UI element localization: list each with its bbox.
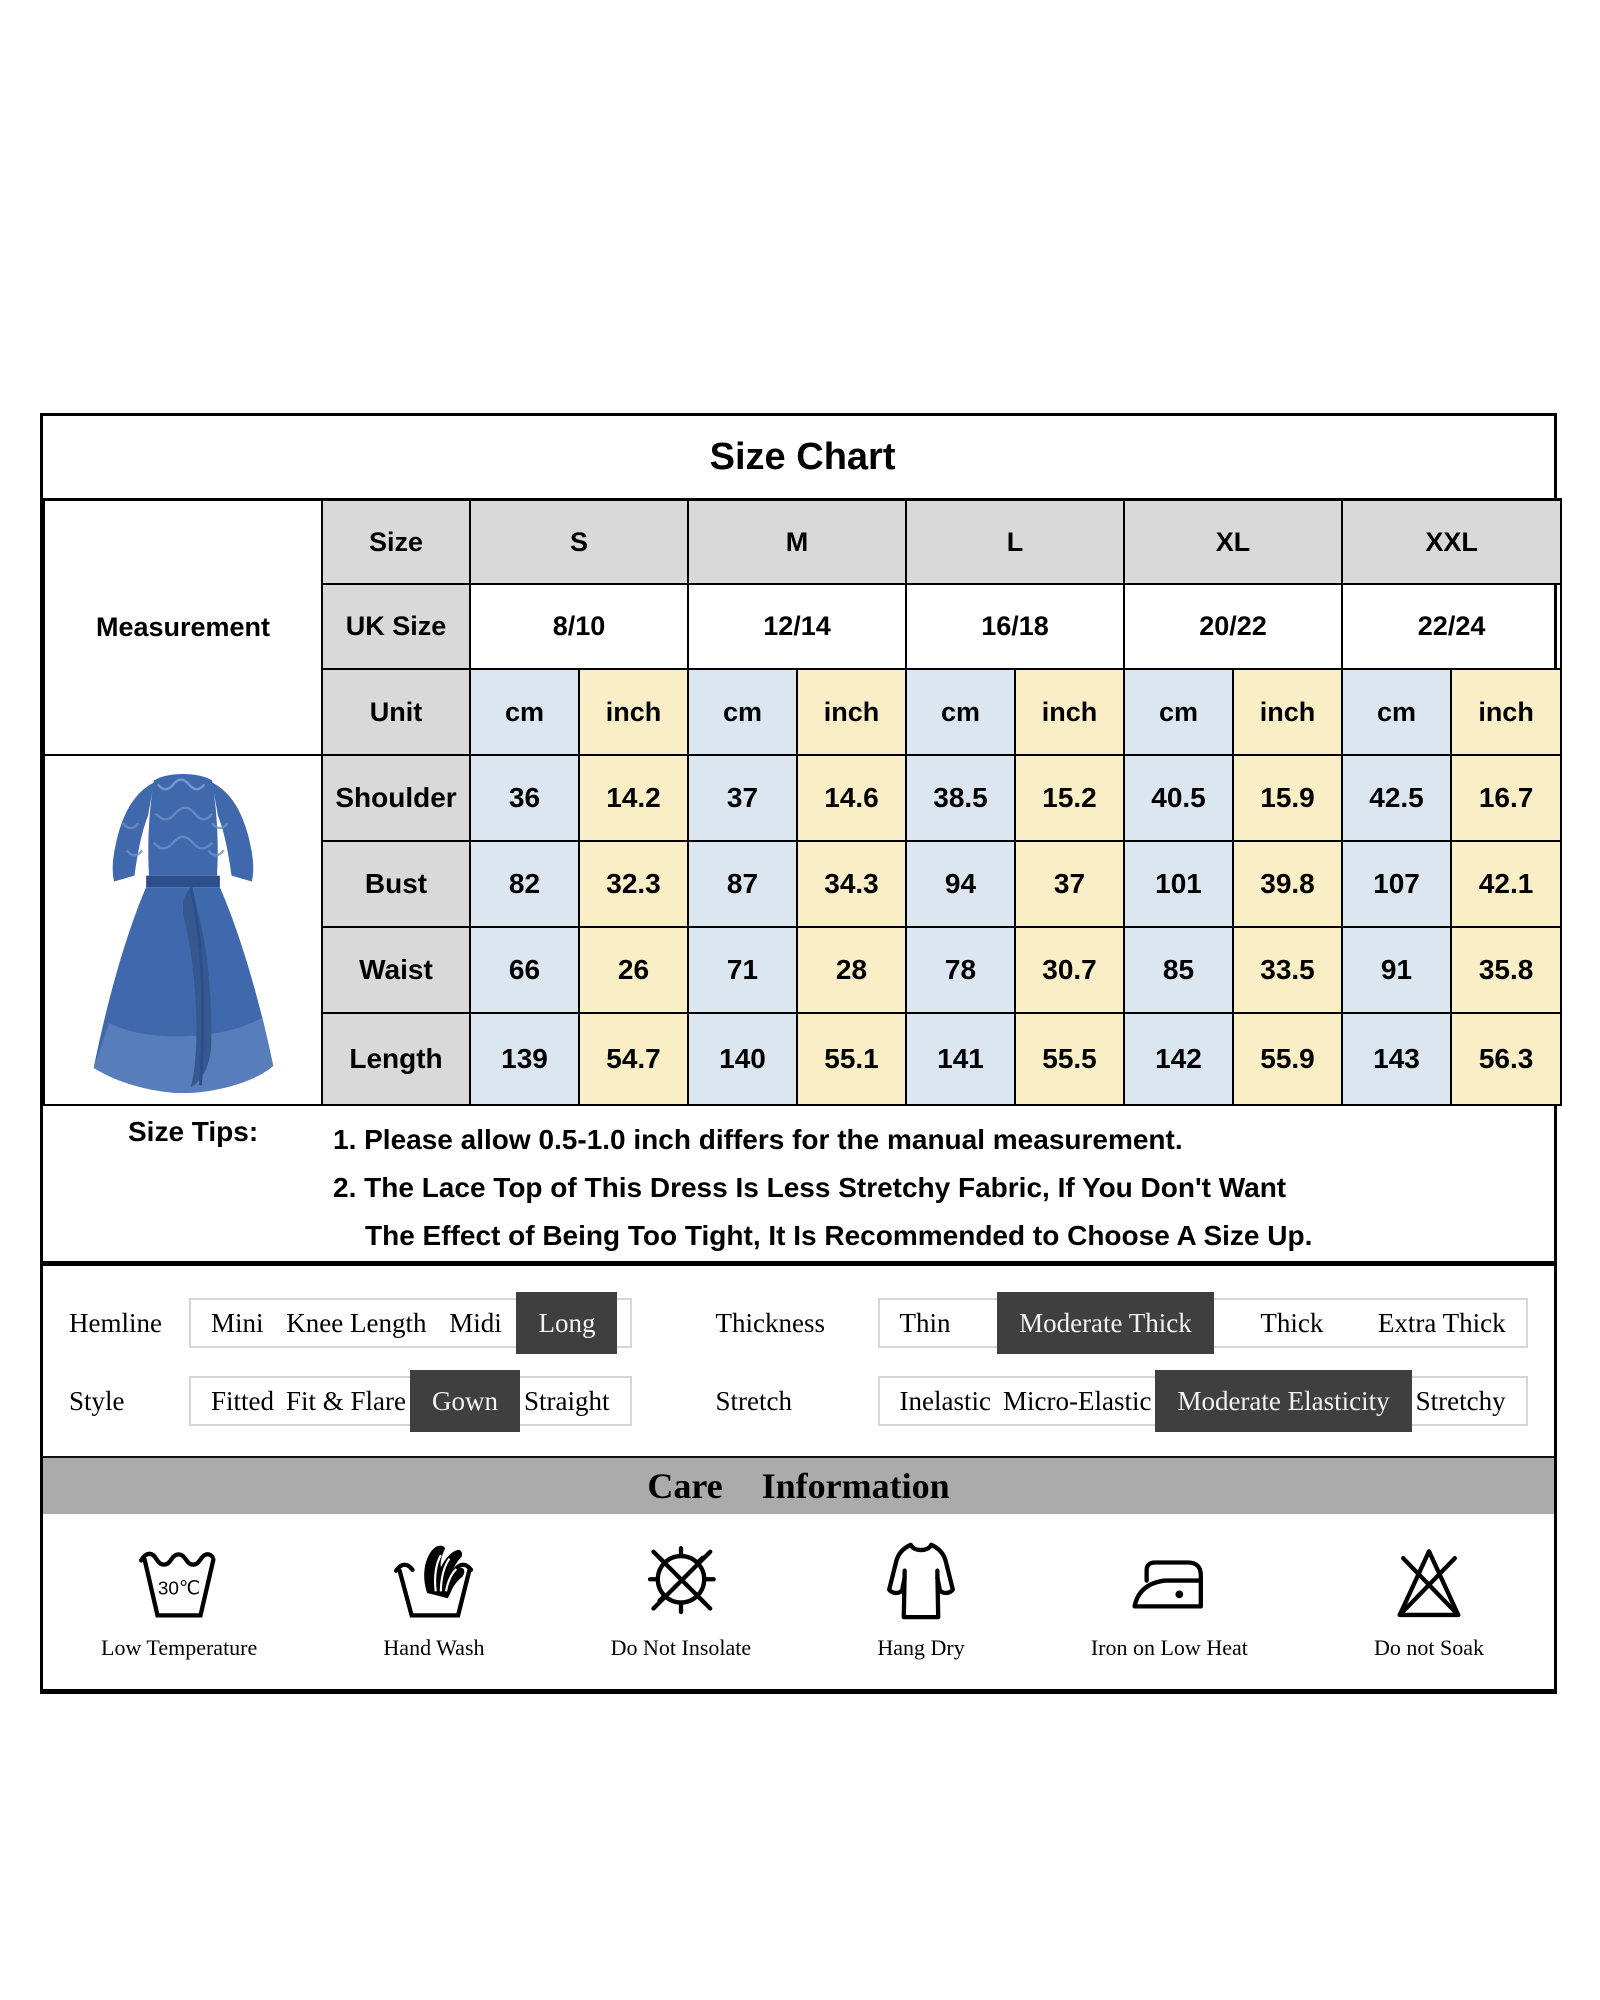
hemline-option-knee-length: Knee Length: [286, 1307, 427, 1338]
bust-m-cm: 87: [688, 841, 797, 927]
care-item-low-temperature: [101, 1535, 257, 1661]
unit-cm: cm: [906, 669, 1015, 755]
stretch-option-micro-elastic: Micro-Elastic: [1002, 1385, 1152, 1416]
stretch-row: [650, 1362, 1546, 1440]
stretch-option-moderate-elasticity-selected: Moderate Elasticity: [1155, 1370, 1411, 1432]
waist-xl-cm: 85: [1124, 927, 1233, 1013]
length-m-inch: 55.1: [797, 1013, 906, 1105]
hemline-option-long-selected: Long: [516, 1292, 617, 1354]
care-label-hang-dry: Hang Dry: [877, 1635, 965, 1660]
care-label-low-temperature: Low Temperature: [101, 1635, 258, 1660]
care-information-header: [43, 1456, 1554, 1514]
waist-s-cm: 66: [470, 927, 579, 1013]
length-s-inch: 54.7: [579, 1013, 688, 1105]
unit-inch: inch: [579, 669, 688, 755]
unit-inch: inch: [797, 669, 906, 755]
size-chart-figure: [40, 413, 1557, 1694]
care-information-title: Care Information: [647, 1466, 950, 1506]
bust-l-inch: 37: [1015, 841, 1124, 927]
do-not-soak-icon: [1386, 1541, 1472, 1627]
row-label-length: Length: [322, 1013, 470, 1105]
hemline-option-midi: Midi: [449, 1307, 502, 1338]
care-label-iron-low-heat: Iron on Low Heat: [1090, 1635, 1248, 1660]
shoulder-xxl-inch: 16.7: [1451, 755, 1561, 841]
hemline-options: [189, 1298, 632, 1348]
thickness-option-extra-thick: Extra Thick: [1377, 1307, 1506, 1338]
stretch-option-stretchy: Stretchy: [1415, 1385, 1506, 1416]
waist-l-cm: 78: [906, 927, 1015, 1013]
row-label-shoulder: Shoulder: [322, 755, 470, 841]
dress-product-image: [44, 755, 322, 1105]
care-label-do-not-insolate: Do Not Insolate: [610, 1635, 752, 1660]
bust-m-inch: 34.3: [797, 841, 906, 927]
thickness-option-moderate-thick-selected: Moderate Thick: [997, 1292, 1214, 1354]
size-tips-line3: The Effect of Being Too Tight, It Is Recommended to Choose A Size Up.: [365, 1220, 1313, 1251]
low-temperature-icon: [136, 1535, 222, 1627]
hemline-row: [57, 1284, 650, 1362]
size-tips-label: Size Tips:: [128, 1116, 259, 1147]
size-col-xl: XL: [1124, 500, 1342, 585]
measurement-header: Measurement: [44, 500, 322, 756]
unit-cm: cm: [1342, 669, 1451, 755]
style-option-straight: Straight: [524, 1385, 610, 1416]
page-title: Size Chart: [44, 416, 1561, 500]
bust-s-inch: 32.3: [579, 841, 688, 927]
style-option-gown-selected: Gown: [410, 1370, 520, 1432]
shoulder-l-inch: 15.2: [1015, 755, 1124, 841]
hemline-option-mini: Mini: [211, 1307, 264, 1338]
bust-s-cm: 82: [470, 841, 579, 927]
row-label-bust: Bust: [322, 841, 470, 927]
shoulder-l-cm: 38.5: [906, 755, 1015, 841]
shoulder-xl-cm: 40.5: [1124, 755, 1233, 841]
shoulder-m-cm: 37: [688, 755, 797, 841]
length-l-cm: 141: [906, 1013, 1015, 1105]
hemline-label: Hemline: [69, 1307, 162, 1338]
size-col-m: M: [688, 500, 906, 585]
waist-m-cm: 71: [688, 927, 797, 1013]
size-row-label: Size: [322, 500, 470, 585]
size-col-s: S: [470, 500, 688, 585]
care-item-do-not-soak: [1374, 1541, 1484, 1661]
attributes-section: [43, 1266, 1554, 1456]
unit-cm: cm: [470, 669, 579, 755]
length-xl-cm: 142: [1124, 1013, 1233, 1105]
style-option-fit-flare: Fit & Flare: [286, 1385, 407, 1416]
waist-xxl-cm: 91: [1342, 927, 1451, 1013]
size-tips-section: [43, 1106, 1554, 1266]
unit-inch: inch: [1015, 669, 1124, 755]
waist-s-inch: 26: [579, 927, 688, 1013]
shoulder-m-inch: 14.6: [797, 755, 906, 841]
care-label-hand-wash: Hand Wash: [383, 1635, 485, 1660]
length-s-cm: 139: [470, 1013, 579, 1105]
svg-text:30℃: 30℃: [158, 1578, 201, 1600]
bust-xl-inch: 39.8: [1233, 841, 1342, 927]
do-not-insolate-icon: [638, 1535, 724, 1627]
shoulder-s-inch: 14.2: [579, 755, 688, 841]
care-item-hand-wash: [383, 1535, 484, 1661]
size-table: [43, 416, 1562, 1106]
bust-xxl-cm: 107: [1342, 841, 1451, 927]
bust-xxl-inch: 42.1: [1451, 841, 1561, 927]
stretch-option-inelastic: Inelastic: [899, 1385, 991, 1416]
size-tips-line2: 2. The Lace Top of This Dress Is Less Stretchy Fabric, If You Don't Want: [333, 1172, 1287, 1203]
unit-cm: cm: [1124, 669, 1233, 755]
uk-size-m: 12/14: [688, 584, 906, 669]
waist-xl-inch: 33.5: [1233, 927, 1342, 1013]
thickness-option-thick: Thick: [1260, 1307, 1324, 1338]
bust-l-cm: 94: [906, 841, 1015, 927]
waist-xxl-inch: 35.8: [1451, 927, 1561, 1013]
length-m-cm: 140: [688, 1013, 797, 1105]
bust-xl-cm: 101: [1124, 841, 1233, 927]
iron-low-heat-icon: [1126, 1541, 1212, 1627]
uk-size-xxl: 22/24: [1342, 584, 1561, 669]
style-row: [57, 1362, 650, 1440]
care-item-do-not-insolate: [611, 1535, 752, 1661]
unit-inch: inch: [1233, 669, 1342, 755]
size-tips-text: [333, 1116, 1312, 1260]
care-item-hang-dry: [877, 1535, 964, 1661]
hand-wash-icon: [391, 1535, 477, 1627]
uk-size-xl: 20/22: [1124, 584, 1342, 669]
shoulder-xxl-cm: 42.5: [1342, 755, 1451, 841]
row-label-waist: Waist: [322, 927, 470, 1013]
stretch-label: Stretch: [715, 1385, 792, 1416]
unit-row-label: Unit: [322, 669, 470, 755]
style-options: [189, 1376, 632, 1426]
waist-m-inch: 28: [797, 927, 906, 1013]
length-xl-inch: 55.9: [1233, 1013, 1342, 1105]
style-label: Style: [69, 1385, 125, 1416]
size-col-l: L: [906, 500, 1124, 585]
thickness-row: [650, 1284, 1546, 1362]
care-label-do-not-soak: Do not Soak: [1374, 1635, 1484, 1660]
unit-cm: cm: [688, 669, 797, 755]
thickness-options: [878, 1298, 1528, 1348]
uk-size-l: 16/18: [906, 584, 1124, 669]
stretch-options: [878, 1376, 1528, 1426]
length-xxl-cm: 143: [1342, 1013, 1451, 1105]
hang-dry-icon: [878, 1535, 964, 1627]
thickness-label: Thickness: [715, 1307, 825, 1338]
shoulder-s-cm: 36: [470, 755, 579, 841]
length-l-inch: 55.5: [1015, 1013, 1124, 1105]
size-tips-line1: 1. Please allow 0.5-1.0 inch differs for the manual measurement.: [333, 1124, 1183, 1155]
thickness-option-thin: Thin: [899, 1307, 951, 1338]
style-option-fitted: Fitted: [211, 1385, 275, 1416]
dress-illustration-icon: [73, 765, 293, 1095]
length-xxl-inch: 56.3: [1451, 1013, 1561, 1105]
care-icons-row: [43, 1514, 1554, 1689]
shoulder-xl-inch: 15.9: [1233, 755, 1342, 841]
unit-inch: inch: [1451, 669, 1561, 755]
uk-size-s: 8/10: [470, 584, 688, 669]
size-col-xxl: XXL: [1342, 500, 1561, 585]
uk-size-row-label: UK Size: [322, 584, 470, 669]
care-item-iron-low-heat: [1091, 1541, 1248, 1661]
waist-l-inch: 30.7: [1015, 927, 1124, 1013]
